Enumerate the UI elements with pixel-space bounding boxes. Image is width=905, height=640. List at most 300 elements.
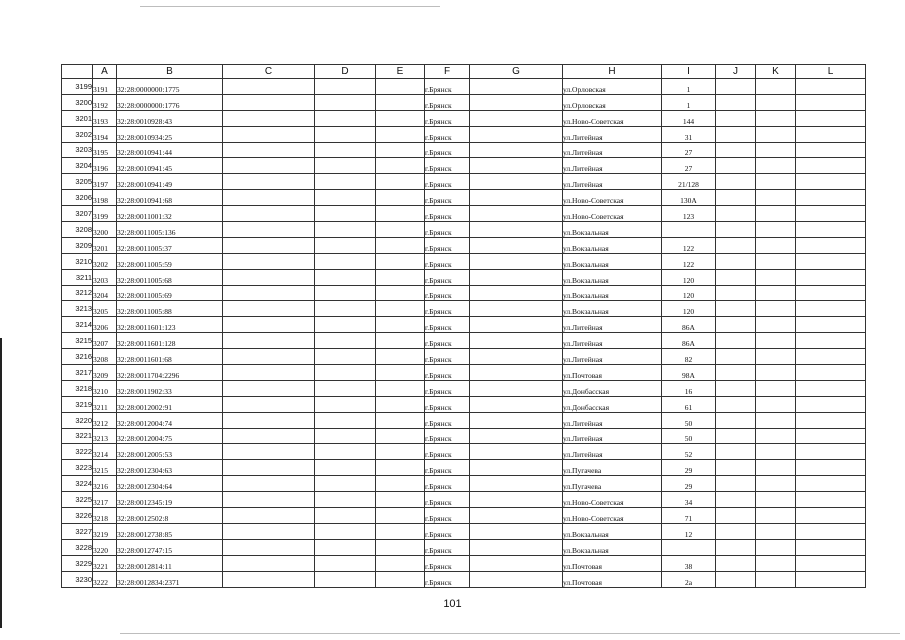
cell-l [796,444,866,460]
cell-f: г.Брянск [425,412,470,428]
cell-c [223,444,315,460]
cell-l [796,110,866,126]
cell-l [796,285,866,301]
cell-j [716,571,756,587]
column-header-l: L [796,65,866,79]
cell-g [470,428,563,444]
cell-c [223,190,315,206]
table-row [62,174,866,190]
cell-f: г.Брянск [425,380,470,396]
cell-h: ул.Почтовая [563,365,662,381]
cell-k [756,492,796,508]
table-row [62,380,866,396]
cell-d [315,460,376,476]
table-body [62,79,866,588]
cell-b: 32:28:0010941:44 [117,142,223,158]
cell-g [470,396,563,412]
column-header-d: D [315,65,376,79]
cell-e [376,79,425,95]
cell-g [470,94,563,110]
cell-b: 32:28:0011005:68 [117,269,223,285]
cell-b: 32:28:0010941:49 [117,174,223,190]
cell-j [716,237,756,253]
cell-k [756,269,796,285]
cell-a: 3215 [93,460,117,476]
cell-k [756,126,796,142]
cell-j [716,492,756,508]
cell-e [376,253,425,269]
cell-b: 32:28:0011005:136 [117,222,223,238]
row-number-cell: 3230 [62,571,93,587]
cell-i: 27 [662,142,716,158]
cell-c [223,110,315,126]
cell-g [470,285,563,301]
row-number-cell: 3206 [62,190,93,206]
cell-d [315,555,376,571]
cell-d [315,412,376,428]
cell-j [716,555,756,571]
cell-i: 130А [662,190,716,206]
cell-k [756,142,796,158]
cell-g [470,555,563,571]
cell-f: г.Брянск [425,222,470,238]
row-number-cell: 3224 [62,476,93,492]
cell-j [716,412,756,428]
cell-a: 3201 [93,237,117,253]
cell-i: 21/128 [662,174,716,190]
cell-f: г.Брянск [425,396,470,412]
cell-b: 32:28:0000000:1775 [117,79,223,95]
cell-g [470,333,563,349]
corner-header-cell [62,65,93,79]
cell-b: 32:28:0011902:33 [117,380,223,396]
cell-h: ул.Литейная [563,317,662,333]
scan-edge-bottom [120,633,900,634]
cell-d [315,492,376,508]
cell-j [716,110,756,126]
table-row [62,412,866,428]
row-number-cell: 3203 [62,142,93,158]
cell-a: 3197 [93,174,117,190]
cell-c [223,539,315,555]
column-header-i: I [662,65,716,79]
cell-e [376,333,425,349]
cell-c [223,126,315,142]
cell-f: г.Брянск [425,94,470,110]
cell-h: ул.Вокзальная [563,539,662,555]
cell-k [756,539,796,555]
cell-h: ул.Донбасская [563,396,662,412]
cell-b: 32:28:0010928:43 [117,110,223,126]
table-row [62,460,866,476]
cell-l [796,523,866,539]
cell-l [796,222,866,238]
row-number-cell: 3214 [62,317,93,333]
cell-f: г.Брянск [425,206,470,222]
cell-i: 52 [662,444,716,460]
cell-f: г.Брянск [425,174,470,190]
cell-l [796,539,866,555]
cell-c [223,158,315,174]
cell-e [376,190,425,206]
cell-k [756,79,796,95]
column-header-c: C [223,65,315,79]
cell-e [376,492,425,508]
cell-h: ул.Литейная [563,333,662,349]
cell-k [756,508,796,524]
table-row [62,126,866,142]
column-header-k: K [756,65,796,79]
cell-d [315,444,376,460]
cell-a: 3198 [93,190,117,206]
cell-j [716,365,756,381]
cell-g [470,349,563,365]
cell-i: 29 [662,476,716,492]
cell-k [756,444,796,460]
table-row [62,79,866,95]
cell-g [470,476,563,492]
cell-f: г.Брянск [425,333,470,349]
cell-f: г.Брянск [425,555,470,571]
column-header-a: A [93,65,117,79]
cell-d [315,396,376,412]
cell-c [223,301,315,317]
cell-j [716,285,756,301]
cell-k [756,476,796,492]
row-number-cell: 3213 [62,301,93,317]
cell-h: ул.Литейная [563,428,662,444]
cell-c [223,206,315,222]
cell-f: г.Брянск [425,158,470,174]
cell-f: г.Брянск [425,253,470,269]
cell-l [796,269,866,285]
cell-b: 32:28:0011005:37 [117,237,223,253]
cell-l [796,460,866,476]
row-number-cell: 3211 [62,269,93,285]
cell-a: 3194 [93,126,117,142]
cell-j [716,253,756,269]
cell-c [223,523,315,539]
cell-a: 3208 [93,349,117,365]
cell-h: ул.Почтовая [563,555,662,571]
table-row [62,253,866,269]
cell-d [315,158,376,174]
cell-g [470,412,563,428]
row-number-cell: 3217 [62,365,93,381]
cell-i: 16 [662,380,716,396]
cell-h: ул.Литейная [563,349,662,365]
cell-l [796,206,866,222]
cell-k [756,460,796,476]
cell-f: г.Брянск [425,79,470,95]
table-row [62,523,866,539]
cell-j [716,158,756,174]
cell-l [796,126,866,142]
cell-j [716,206,756,222]
cell-l [796,508,866,524]
cell-f: г.Брянск [425,190,470,206]
cell-j [716,79,756,95]
cell-g [470,301,563,317]
cell-f: г.Брянск [425,301,470,317]
cell-b: 32:28:0000000:1776 [117,94,223,110]
cell-h: ул.Пугачева [563,476,662,492]
cell-h: ул.Литейная [563,142,662,158]
cell-k [756,301,796,317]
cell-k [756,174,796,190]
cell-j [716,508,756,524]
cell-e [376,444,425,460]
row-number-cell: 3209 [62,237,93,253]
cell-a: 3212 [93,412,117,428]
cell-c [223,460,315,476]
cell-a: 3206 [93,317,117,333]
cell-j [716,428,756,444]
cell-c [223,174,315,190]
cell-b: 32:28:0012005:53 [117,444,223,460]
row-number-cell: 3208 [62,222,93,238]
column-header-e: E [376,65,425,79]
cell-g [470,237,563,253]
cell-l [796,94,866,110]
cell-b: 32:28:0012304:64 [117,476,223,492]
row-number-cell: 3227 [62,523,93,539]
table-row [62,492,866,508]
cell-g [470,380,563,396]
cell-e [376,301,425,317]
table-row [62,222,866,238]
cell-a: 3222 [93,571,117,587]
cell-g [470,79,563,95]
cell-a: 3220 [93,539,117,555]
cell-a: 3205 [93,301,117,317]
table-row [62,396,866,412]
cell-f: г.Брянск [425,365,470,381]
cell-h: ул.Ново-Советская [563,190,662,206]
cell-j [716,349,756,365]
cell-g [470,190,563,206]
cell-b: 32:28:0012345:19 [117,492,223,508]
cell-i: 38 [662,555,716,571]
row-number-cell: 3200 [62,94,93,110]
cell-a: 3219 [93,523,117,539]
cell-l [796,555,866,571]
cell-c [223,222,315,238]
cell-e [376,269,425,285]
cell-e [376,380,425,396]
cell-c [223,317,315,333]
cell-k [756,110,796,126]
cell-f: г.Брянск [425,476,470,492]
row-number-cell: 3223 [62,460,93,476]
cell-b: 32:28:0010941:68 [117,190,223,206]
table-row [62,285,866,301]
row-number-cell: 3221 [62,428,93,444]
table-row [62,349,866,365]
column-header-row [62,65,866,79]
cell-g [470,365,563,381]
cell-k [756,158,796,174]
table-row [62,94,866,110]
cell-c [223,428,315,444]
cell-l [796,428,866,444]
cell-a: 3191 [93,79,117,95]
table-row [62,110,866,126]
cell-e [376,460,425,476]
cell-c [223,269,315,285]
table-row [62,428,866,444]
cell-e [376,158,425,174]
cell-l [796,492,866,508]
cell-e [376,285,425,301]
cell-a: 3218 [93,508,117,524]
cell-f: г.Брянск [425,269,470,285]
cell-e [376,428,425,444]
cell-e [376,110,425,126]
cell-b: 32:28:0012747:15 [117,539,223,555]
cell-i: 86А [662,333,716,349]
cell-k [756,523,796,539]
cell-c [223,79,315,95]
cell-d [315,190,376,206]
cell-h: ул.Ново-Советская [563,492,662,508]
cell-a: 3221 [93,555,117,571]
cell-e [376,476,425,492]
cell-c [223,476,315,492]
cell-a: 3200 [93,222,117,238]
cell-c [223,508,315,524]
cell-f: г.Брянск [425,237,470,253]
cell-f: г.Брянск [425,126,470,142]
cell-b: 32:28:0012814:11 [117,555,223,571]
cell-k [756,396,796,412]
table-row [62,444,866,460]
cell-b: 32:28:0011704:2296 [117,365,223,381]
table-row [62,301,866,317]
cell-c [223,349,315,365]
cell-b: 32:28:0012004:75 [117,428,223,444]
cell-l [796,237,866,253]
table-row [62,555,866,571]
cell-g [470,492,563,508]
cell-b: 32:28:0012834:2371 [117,571,223,587]
cell-l [796,79,866,95]
table-row [62,206,866,222]
cell-a: 3214 [93,444,117,460]
cell-d [315,206,376,222]
cell-k [756,555,796,571]
cell-k [756,380,796,396]
cell-l [796,174,866,190]
cell-f: г.Брянск [425,523,470,539]
cell-h: ул.Орловская [563,79,662,95]
cell-g [470,142,563,158]
cell-c [223,380,315,396]
row-number-cell: 3222 [62,444,93,460]
cell-e [376,349,425,365]
cell-b: 32:28:0011005:59 [117,253,223,269]
cell-i: 1 [662,94,716,110]
cell-e [376,539,425,555]
cell-e [376,222,425,238]
cell-h: ул.Литейная [563,158,662,174]
cell-f: г.Брянск [425,571,470,587]
cell-e [376,237,425,253]
cell-d [315,539,376,555]
cell-i: 122 [662,237,716,253]
cell-i: 29 [662,460,716,476]
cell-a: 3193 [93,110,117,126]
cell-g [470,269,563,285]
cell-e [376,571,425,587]
cell-e [376,142,425,158]
cell-f: г.Брянск [425,285,470,301]
cell-j [716,523,756,539]
cell-c [223,396,315,412]
cell-d [315,269,376,285]
cell-f: г.Брянск [425,349,470,365]
cell-e [376,94,425,110]
cell-k [756,206,796,222]
cell-f: г.Брянск [425,428,470,444]
cell-l [796,349,866,365]
cell-d [315,428,376,444]
cell-k [756,333,796,349]
cell-a: 3203 [93,269,117,285]
cell-d [315,349,376,365]
cell-e [376,206,425,222]
cell-e [376,508,425,524]
cell-h: ул.Пугачева [563,460,662,476]
cell-c [223,142,315,158]
cell-e [376,365,425,381]
row-number-cell: 3219 [62,396,93,412]
cell-e [376,174,425,190]
cell-b: 32:28:0012002:91 [117,396,223,412]
cell-i: 27 [662,158,716,174]
row-number-cell: 3228 [62,539,93,555]
cell-c [223,571,315,587]
cell-f: г.Брянск [425,539,470,555]
cell-e [376,555,425,571]
cell-h: ул.Вокзальная [563,253,662,269]
cell-h: ул.Вокзальная [563,523,662,539]
cell-j [716,222,756,238]
cell-b: 32:28:0012738:85 [117,523,223,539]
cell-l [796,396,866,412]
cell-k [756,428,796,444]
cell-g [470,317,563,333]
cell-g [470,460,563,476]
cell-c [223,492,315,508]
table-row [62,476,866,492]
cell-c [223,412,315,428]
cell-j [716,190,756,206]
cell-c [223,555,315,571]
cell-d [315,380,376,396]
cell-i: 82 [662,349,716,365]
cell-k [756,412,796,428]
cell-a: 3207 [93,333,117,349]
cell-i: 61 [662,396,716,412]
row-number-cell: 3216 [62,349,93,365]
row-number-cell: 3229 [62,555,93,571]
cell-g [470,508,563,524]
cell-b: 32:28:0011601:128 [117,333,223,349]
table-row [62,158,866,174]
cell-j [716,317,756,333]
cell-j [716,444,756,460]
